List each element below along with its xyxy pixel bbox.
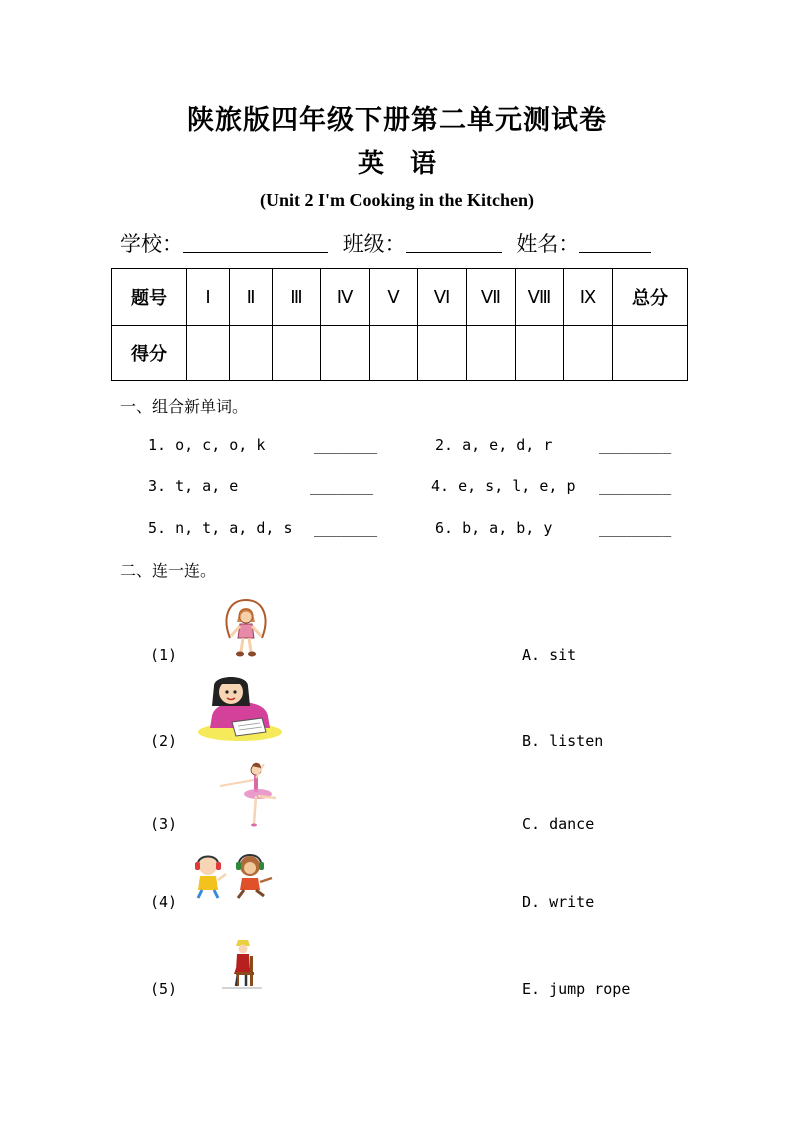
score-table (111, 268, 688, 381)
word-prompt: 6. b, a, b, y (435, 519, 553, 537)
score-cell[interactable] (273, 326, 321, 381)
score-cell[interactable] (321, 326, 370, 381)
word-prompt: 1. o, c, o, k (148, 436, 266, 454)
roman-numeral: Ⅸ (564, 269, 613, 326)
match-number: (1) (150, 646, 178, 664)
section1-heading: 一、组合新单词。 (120, 397, 249, 416)
match-option[interactable]: B. listen (522, 732, 604, 750)
answer-blank[interactable]: ________ (599, 519, 672, 537)
class-field[interactable] (406, 232, 502, 253)
word-prompt: 5. n, t, a, d, s (148, 519, 293, 537)
roman-numeral: Ⅵ (418, 269, 467, 326)
girl-writing-picture (196, 676, 282, 742)
score-label: 得分 (112, 326, 187, 381)
match-option[interactable]: C. dance (522, 815, 595, 833)
roman-numeral: Ⅲ (273, 269, 321, 326)
score-cell[interactable] (187, 326, 230, 381)
match-number: (4) (150, 893, 178, 911)
girl-jumping-rope-picture (220, 598, 272, 662)
match-number: (2) (150, 732, 178, 750)
roman-numeral: Ⅴ (370, 269, 418, 326)
match-option[interactable]: D. write (522, 893, 595, 911)
score-table-header-row (112, 269, 688, 326)
roman-numeral: Ⅳ (321, 269, 370, 326)
question-number-label: 题号 (112, 269, 187, 326)
total-score-cell[interactable] (613, 326, 688, 381)
word-prompt: 2. a, e, d, r (435, 436, 553, 454)
score-cell[interactable] (230, 326, 273, 381)
answer-blank[interactable]: _______ (310, 477, 374, 495)
total-score-label: 总分 (613, 269, 688, 326)
roman-numeral: Ⅰ (187, 269, 230, 326)
ballet-dancer-picture (216, 760, 280, 828)
school-label: 学校： (120, 232, 183, 256)
match-option[interactable]: E. jump rope (522, 980, 631, 998)
roman-numeral: Ⅷ (516, 269, 564, 326)
score-cell[interactable] (564, 326, 613, 381)
unit-subtitle: (Unit 2 I'm Cooking in the Kitchen) (259, 190, 535, 210)
section2-heading: 二、连一连。 (120, 561, 217, 580)
answer-blank[interactable]: _______ (314, 436, 378, 454)
match-option[interactable]: A. sit (522, 646, 577, 664)
sitting-on-chair-picture (216, 938, 266, 990)
answer-blank[interactable]: _______ (314, 519, 378, 537)
score-cell[interactable] (467, 326, 516, 381)
match-number: (5) (150, 980, 178, 998)
subject-title: 英 语 (357, 149, 436, 179)
exam-title: 陕旅版四年级下册第二单元测试卷 (187, 105, 607, 136)
student-info-line (120, 228, 700, 258)
match-number: (3) (150, 815, 178, 833)
listening-to-music-picture (192, 852, 276, 900)
score-cell[interactable] (418, 326, 467, 381)
answer-blank[interactable]: ________ (599, 477, 672, 495)
school-field[interactable] (183, 232, 328, 253)
word-prompt: 4. e, s, l, e, p (431, 477, 576, 495)
name-field[interactable] (579, 232, 651, 253)
roman-numeral: Ⅶ (467, 269, 516, 326)
class-label: 班级： (342, 232, 406, 256)
score-cell[interactable] (516, 326, 564, 381)
roman-numeral: Ⅱ (230, 269, 273, 326)
score-cell[interactable] (370, 326, 418, 381)
answer-blank[interactable]: ________ (599, 436, 672, 454)
name-label: 姓名： (516, 232, 580, 256)
word-prompt: 3. t, a, e (148, 477, 239, 495)
score-table-score-row (112, 326, 688, 381)
